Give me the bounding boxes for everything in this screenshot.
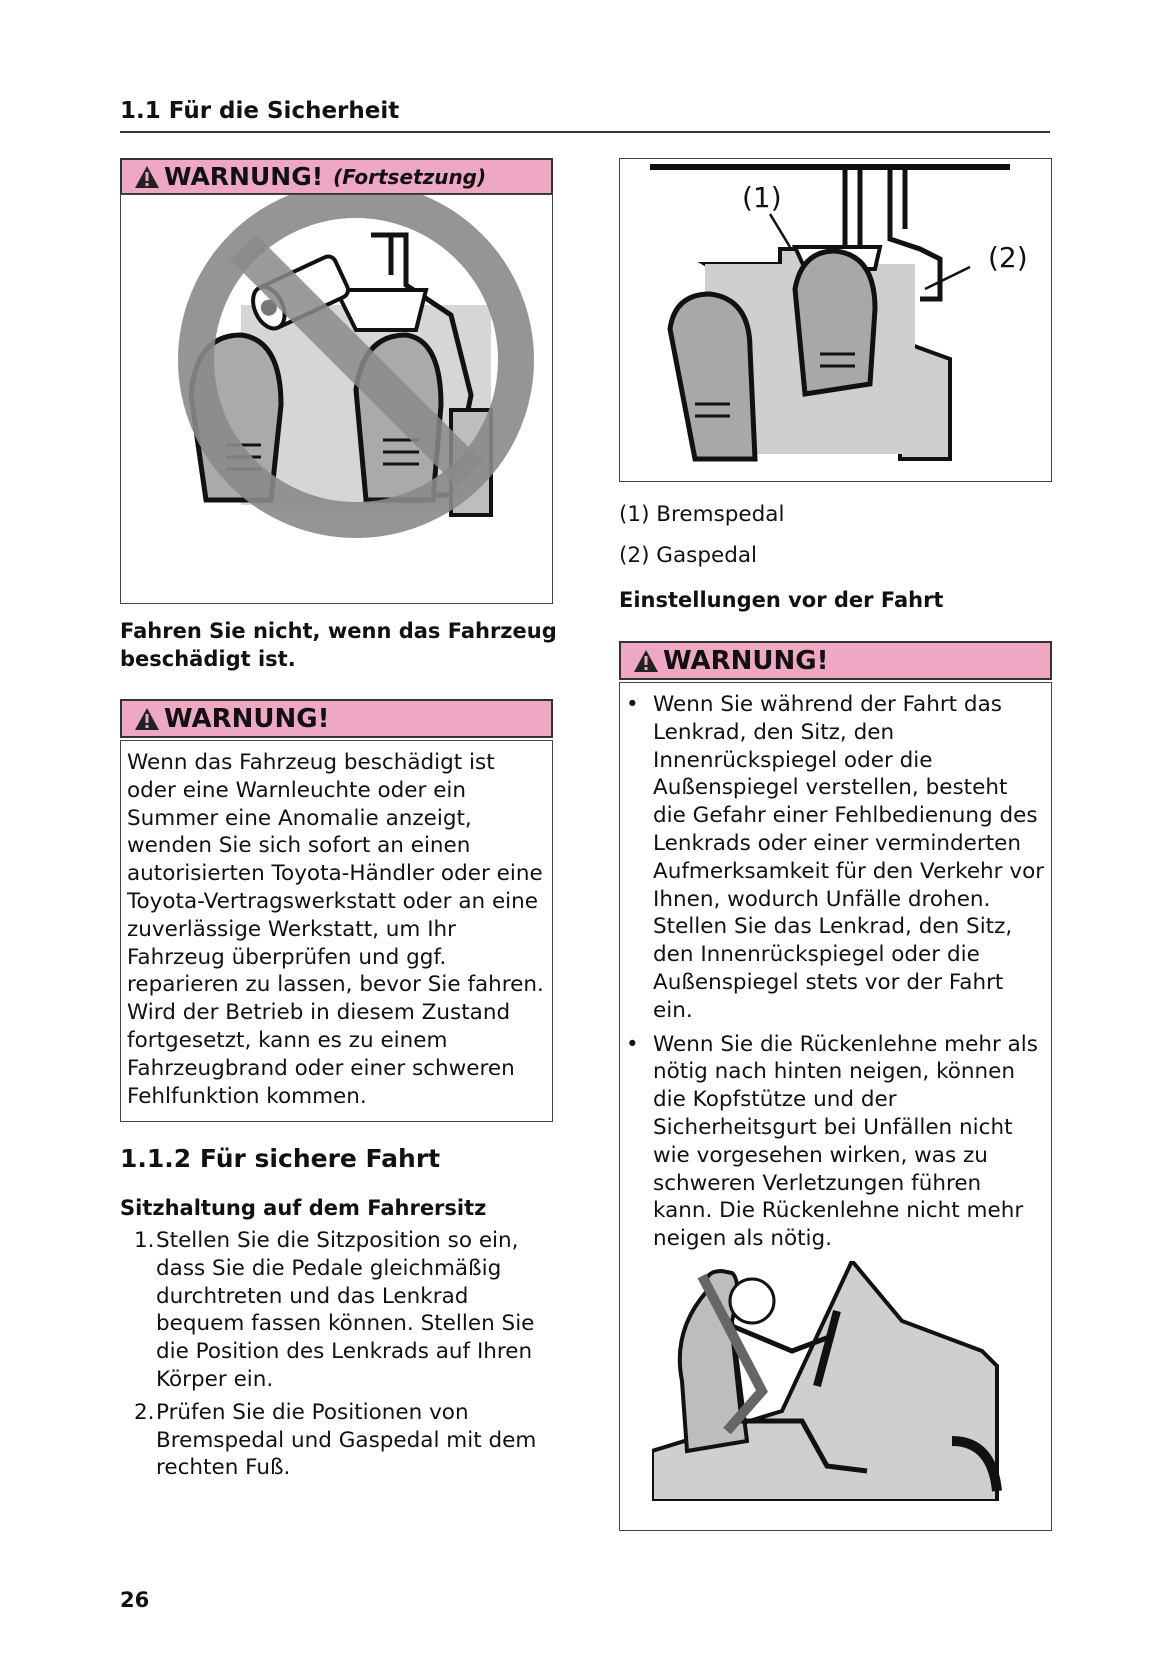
warning-continued-note: (Fortsetzung) [333, 164, 487, 189]
damaged-vehicle-caption: Fahren Sie nicht, wenn das Fahrzeug beschädigt ist. [120, 619, 557, 671]
seating-subtitle: Sitzhaltung auf dem Fahrersitz [120, 1196, 487, 1220]
warning-damaged-body [120, 740, 553, 1122]
list-item: • Wenn Sie die Rückenlehne mehr als nötig nach hinten neigen, können die Kopfstütze und der Sicherheitsgurt bei Unfällen nicht wie vorgesehen wirken, was zu schweren Verletzungen führen kann. Die Rückenlehne nicht mehr neigen als nötig. [620, 1031, 1045, 1253]
warning-settings-body [619, 682, 1052, 1531]
seating-steps-list [120, 1227, 560, 1487]
warning-triangle-icon [134, 165, 160, 189]
warning-triangle-icon [633, 649, 659, 673]
callout-1: (1) [742, 181, 782, 214]
settings-heading: Einstellungen vor der Fahrt [619, 588, 944, 612]
step-text: Stellen Sie die Sitzposition so ein, dass Sie die Pedale gleichmäßig durchtreten und das Lenkrad bequem fassen können. Stellen Sie die Position des Lenkrads auf Ihren Körper ein. [156, 1228, 535, 1392]
warning-settings-list [620, 691, 1045, 1253]
page-number: 26 [120, 1588, 150, 1612]
list-item [120, 1399, 560, 1482]
header-rule [120, 131, 1050, 133]
list-item: • Wenn Sie während der Fahrt das Lenkrad, den Sitz, den Innenrückspiegel oder die Außenspiegel verstellen, besteht die Gefahr einer Fehlbedienung des Lenkrads oder einer verminderten Aufmerksamkeit für den Verkehr vor Ihnen, wodurch Unfälle drohen. Stellen Sie das Lenkrad, den Sitz, den Innenrückspiegel oder die Außenspiegel stets vor der Fahrt ein. [620, 691, 1045, 1025]
prohibition-illustration-frame [120, 194, 553, 604]
warning-label: WARNUNG! [164, 162, 324, 191]
warning-damaged-text: Wenn das Fahrzeug beschädigt ist oder eine Warnleuchte oder ein Summer eine Anomalie anzeigt, wenden Sie sich sofort an einen autorisierten Toyota-Händler oder eine Toyota-Vertragswerkstatt oder an eine zuverlässige Werkstatt, um Ihr Fahrzeug überprüfen und ggf. reparieren zu lassen, bevor Sie fahren. Wird der Betrieb in diesem Zustand fortgesetzt, kann es zu einem Fahrzeugbrand oder einer schweren Fehlfunktion kommen. [127, 750, 544, 1109]
warning-triangle-icon [134, 707, 160, 731]
list-item [120, 1227, 560, 1394]
no-object-under-pedal-illustration [121, 195, 551, 601]
step-number: 1. [134, 1228, 155, 1253]
callout-2: (2) [988, 241, 1028, 274]
warning-label: WARNUNG! [164, 703, 330, 734]
legend-brake-pedal: (1) Bremspedal [619, 502, 785, 527]
section-title-safe-driving: 1.1.2 Für sichere Fahrt [120, 1144, 441, 1173]
driver-seating-illustration [652, 1261, 1012, 1501]
warning-damaged-header [120, 699, 553, 738]
section-header: 1.1 Für die Sicherheit [120, 98, 400, 124]
step-text: Prüfen Sie die Positionen von Bremspedal und Gaspedal mit dem rechten Fuß. [156, 1399, 537, 1481]
pedal-illustration [620, 159, 1050, 479]
pedal-figure-frame [619, 158, 1052, 482]
legend-accelerator-pedal: (2) Gaspedal [619, 543, 757, 568]
step-number: 2. [134, 1399, 155, 1425]
warning-label: WARNUNG! [663, 645, 829, 676]
warning-continued-header [120, 158, 553, 195]
warning-settings-header [619, 641, 1052, 680]
